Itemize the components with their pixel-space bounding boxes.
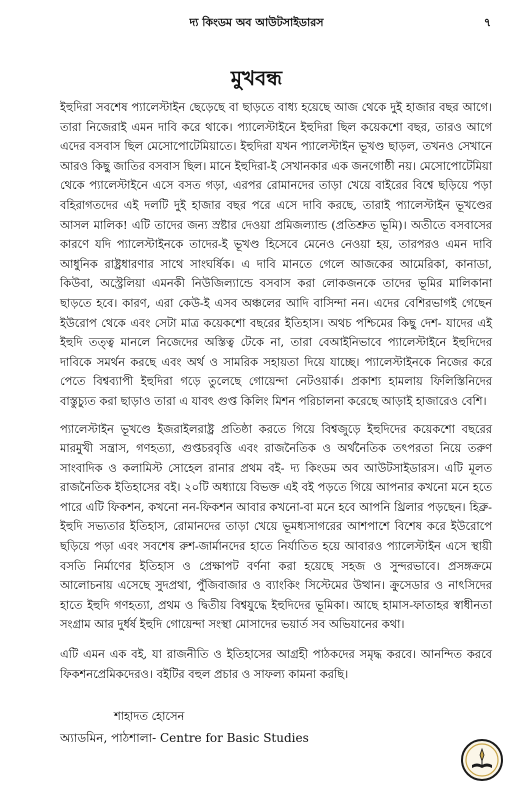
signature-role: অ্যাডমিন, পাঠশালা- Centre for Basic Studies	[60, 731, 309, 745]
chapter-title: মুখবন্ধ	[230, 66, 283, 90]
paragraph: ইহুদিরা সবশেষ প্যালেস্টাইন ছেড়েছে বা ছাড়তে বাধ্য হয়েছে আজ থেকে দুই হাজার বছর আগে। তারা নিজেরাই এমন দাবি করে থাকে। প্যালেস্টাইনে ইহুদিরা ছিল কয়েকশো বছর, তারও আগে এদের বসবাস ছিল মেসোপোটেমিয়াতে। ইহুদিরা যখন প্যালেস্টাইন ভূখণ্ড ছাড়ল, তখনও সেখানে আরও কিছু জাতির বসবাস ছিল। মানে ইহুদিরা-ই সেখানকার এক জনগোষ্ঠী নয়। মেসোপোটেমিয়া থেকে প্যালেস্টাইনে এসে বসত গড়া, এরপর রোমানদের তাড়া খেয়ে বাইরের বিশ্বে ছড়িয়ে পড়া বহিরাগতদের এই দলটি দুই হাজার বছর পরে এসে দাবি করছে, তারাই প্যালেস্টাইন ভূখণ্ডের আসল মালিক! এটি তাদের জন্য স্রষ্টার দেওয়া প্রমিজল্যান্ড (প্রতিশ্রুত ভূমি)। অতীতে বসবাসের কারণে যদি প্যালেস্টাইনকে তাদের-ই ভূখণ্ড হিসেবে মেনেও নেওয়া হয়, তারপরও এমন দাবি আধুনিক রাষ্ট্রধারণার সাথে সাংঘর্ষিক। এ দাবি মানতে গেলে আজকের আমেরিকা, কানাডা, কিউবা, অস্ট্রেলিয়া এমনকী নিউজিল্যান্ডে বসবাস করা লোকজনকে তাদের ভূমির মালিকানা ছাড়তে হবে। কারণ, এরা কেউ-ই এসব অঞ্চলের আদি বাসিন্দা নন। এদের বেশিরভাগই গেছেন ইউরোপ থেকে এবং সেটা মাত্র কয়েকশো বছরের ইতিহাস। অথচ পশ্চিমের কিছু দেশ- যাদের এই ইহুদি তত্ত্ব মানলে নিজেদের অস্তিত্ব টেকে না, তারা বেআইনিভাবে প্যালেস্টাইনে ইহুদিদের দাবিকে সমর্থন করছে এবং অর্থ ও সামরিক সহায়তা দিয়ে যাচ্ছে। প্যালেস্টাইনকে নিজের করে পেতে বিশ্বব্যাপী ইহুদিরা গড়ে তুলেছে গোয়েন্দা নেটওয়ার্ক। প্রকাশ্য হামলায় ফিলিস্তিনিদের বাস্তুচ্যুত করা ছাড়াও তারা এ যাবৎ গুপ্ত কিলিং মিশন পরিচালনা করেছে আড়াই হাজারেও বেশি।	[60, 100, 493, 408]
running-header	[0, 14, 513, 34]
page-number: ৭	[483, 16, 491, 29]
body-text	[60, 98, 492, 694]
paragraph: এটি এমন এক বই, যা রাজনীতি ও ইতিহাসের আগ্রহী পাঠকদের সমৃদ্ধ করবে। আনন্দিত করবে ফিকশনপ্রেমিকদেরও। বইটির বহুল প্রচার ও সাফল্য কামনা করছি।	[60, 647, 492, 681]
pathshala-logo-icon	[460, 738, 504, 782]
signature-name: শাহাদত হোসেন	[114, 709, 185, 723]
running-title: দ্য কিংডম অব আউটসাইডারস	[189, 16, 324, 29]
paragraph: প্যালেস্টাইন ভূখণ্ডে ইজরাইলরাষ্ট্র প্রতিষ্ঠা করতে গিয়ে বিশ্বজুড়ে ইহুদিদের কয়েকশো বছরের মারমুখী সন্ত্রাস, গণহত্যা, গুপ্তচরবৃত্তি এবং রাজনৈতিক ও অর্থনৈতিক তৎপরতা নিয়ে তরুণ সাংবাদিক ও কলামিস্ট সোহেল রানার প্রথম বই- দ্য কিংডম অব আউটসাইডারস। এটি মূলত রাজনৈতিক ইতিহাসের বই। ২০টি অধ্যায়ে বিভক্ত এই বই পড়তে গিয়ে আপনার কখনো মনে হতে পারে এটি ফিকশন, কখনো নন-ফিকশন আবার কখনো-বা মনে হবে আপনি থ্রিলার পড়ছেন। হিব্রু-ইহুদি সভ্যতার ইতিহাস, রোমানদের তাড়া খেয়ে ভূমধ্যসাগরের আশপাশে বিশেষ করে ইউরোপে ছড়িয়ে পড়া এবং সবশেষ রুশ-জার্মানদের হাতে নির্যাতিত হয়ে আবারও প্যালেস্টাইন এসে স্থায়ী বসতি নির্মাণের ইতিহাস ও প্রেক্ষাপট বর্ণনা করা হয়েছে সহজ ও সুন্দরভাবে। প্রসঙ্গক্রমে আলোচনায় এসেছে সুদপ্রথা, পুঁজিবাজার ও ব্যাংকিং সিস্টেমের উত্থান। ক্রুসেডার ও নাৎসিদের হাতে ইহুদি গণহত্যা, প্রথম ও দ্বিতীয় বিশ্বযুদ্ধে ইহুদিদের ভূমিকা। আছে হামাস-ফাতাহর স্বাধীনতা সংগ্রাম আর দুর্ধর্ষ ইহুদি গোয়েন্দা সংস্থা মোসাদের ভয়ার্ত সব অভিযানের কথা।	[60, 421, 492, 632]
